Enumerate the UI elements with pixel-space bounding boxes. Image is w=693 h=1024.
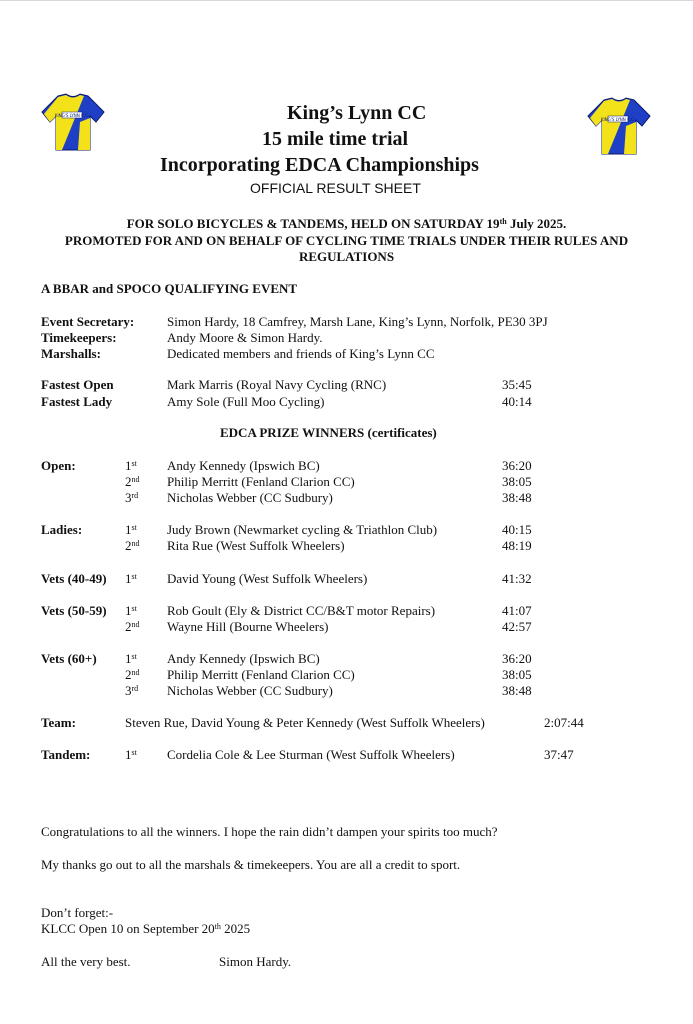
tandem-time: 37:47 xyxy=(544,747,574,762)
rider-name: Rita Rue (West Suffolk Wheelers) xyxy=(167,538,345,553)
rider-name: Andy Kennedy (Ipswich BC) xyxy=(167,458,320,473)
rider-time: 38:05 xyxy=(502,667,532,682)
qualifying-heading: A BBAR and SPOCO QUALIFYING EVENT xyxy=(41,281,298,296)
team-names: Steven Rue, David Young & Peter Kennedy (West Suffolk Wheelers) xyxy=(125,715,485,730)
next-event-text: KLCC Open 10 on September 20th 2025 xyxy=(41,921,251,936)
thanks-text: My thanks go out to all the marshals & timekeepers. You are all a credit to sport. xyxy=(41,857,461,872)
fastest-label: Fastest Open xyxy=(41,377,114,392)
notice-line-1: FOR SOLO BICYCLES & TANDEMS, HELD ON SATURDAY 19th July 2025. xyxy=(126,216,567,231)
fastest-name: Amy Sole (Full Moo Cycling) xyxy=(167,394,325,409)
position: 1st xyxy=(125,651,137,666)
position: 3rd xyxy=(125,490,139,505)
jersey-text-right: KING'S LYNN C.C. xyxy=(600,117,636,122)
category-label-vets-50-59: Vets (50-59) xyxy=(41,603,107,618)
top-border xyxy=(0,0,693,1)
category-label-ladies: Ladies: xyxy=(41,522,83,537)
rider-time: 38:48 xyxy=(502,490,532,505)
position: 2nd xyxy=(125,538,140,553)
jersey-logo-left xyxy=(40,92,106,152)
jersey-logo-right xyxy=(586,96,652,156)
position: 1st xyxy=(125,522,137,537)
fastest-label: Fastest Lady xyxy=(41,394,113,409)
rider-time: 36:20 xyxy=(502,651,532,666)
position: 2nd xyxy=(125,474,140,489)
incorporating-title: Incorporating EDCA Championships xyxy=(160,154,479,176)
rider-name: Philip Merritt (Fenland Clarion CC) xyxy=(167,667,355,682)
sheet-subtitle: OFFICIAL RESULT SHEET xyxy=(250,180,421,196)
notice-line-3: REGULATIONS xyxy=(298,249,395,264)
prize-heading: EDCA PRIZE WINNERS (certificates) xyxy=(220,425,437,440)
official-value: Dedicated members and friends of King’s Lynn CC xyxy=(167,346,435,361)
official-label: Marshalls: xyxy=(41,346,101,361)
congratulations-text: Congratulations to all the winners. I hope the rain didn’t dampen your spirits too much? xyxy=(41,824,498,839)
rider-name: David Young (West Suffolk Wheelers) xyxy=(167,571,368,586)
tandem-label: Tandem: xyxy=(41,747,91,762)
rider-time: 38:48 xyxy=(502,683,532,698)
rider-name: Nicholas Webber (CC Sudbury) xyxy=(167,490,333,505)
position: 1st xyxy=(125,603,137,618)
position: 1st xyxy=(125,747,137,762)
rider-name: Andy Kennedy (Ipswich BC) xyxy=(167,651,320,666)
rider-time: 42:57 xyxy=(502,619,532,634)
position: 1st xyxy=(125,571,137,586)
position: 2nd xyxy=(125,619,140,634)
rider-time: 38:05 xyxy=(502,474,532,489)
rider-time: 48:19 xyxy=(502,538,532,553)
rider-time: 41:07 xyxy=(502,603,532,618)
rider-name: Philip Merritt (Fenland Clarion CC) xyxy=(167,474,355,489)
category-label-open: Open: xyxy=(41,458,76,473)
official-label: Timekeepers: xyxy=(41,330,117,345)
rider-time: 41:32 xyxy=(502,571,532,586)
official-label: Event Secretary: xyxy=(41,314,135,329)
rider-time: 40:15 xyxy=(502,522,532,537)
official-value: Simon Hardy, 18 Camfrey, Marsh Lane, King’s Lynn, Norfolk, PE30 3PJ xyxy=(167,314,548,329)
fastest-name: Mark Marris (Royal Navy Cycling (RNC) xyxy=(167,377,387,392)
rider-name: Rob Goult (Ely & District CC/B&T motor Repairs) xyxy=(167,603,436,618)
position: 2nd xyxy=(125,667,140,682)
rider-time: 36:20 xyxy=(502,458,532,473)
dont-forget-text: Don’t forget:- xyxy=(41,905,114,920)
event-title: 15 mile time trial xyxy=(262,128,409,150)
team-label: Team: xyxy=(41,715,76,730)
sign-off-text: All the very best. xyxy=(41,954,131,969)
category-label-vets-60-plus: Vets (60+) xyxy=(41,651,97,666)
team-time: 2:07:44 xyxy=(544,715,584,730)
rider-name: Nicholas Webber (CC Sudbury) xyxy=(167,683,333,698)
position: 1st xyxy=(125,458,137,473)
tandem-names: Cordelia Cole & Lee Sturman (West Suffolk Wheelers) xyxy=(167,747,455,762)
category-label-vets-40-49: Vets (40-49) xyxy=(41,571,107,586)
fastest-time: 35:45 xyxy=(502,377,532,392)
jersey-text-left: KING'S LYNN C.C. xyxy=(54,113,90,118)
position: 3rd xyxy=(125,683,139,698)
fastest-time: 40:14 xyxy=(502,394,532,409)
rider-name: Judy Brown (Newmarket cycling & Triathlon Club) xyxy=(167,522,438,537)
official-value: Andy Moore & Simon Hardy. xyxy=(167,330,323,345)
signature-text: Simon Hardy. xyxy=(219,954,292,969)
rider-name: Wayne Hill (Bourne Wheelers) xyxy=(167,619,329,634)
club-title: King’s Lynn CC xyxy=(287,102,427,124)
notice-line-2: PROMOTED FOR AND ON BEHALF OF CYCLING TIME TRIALS UNDER THEIR RULES AND xyxy=(64,233,629,248)
